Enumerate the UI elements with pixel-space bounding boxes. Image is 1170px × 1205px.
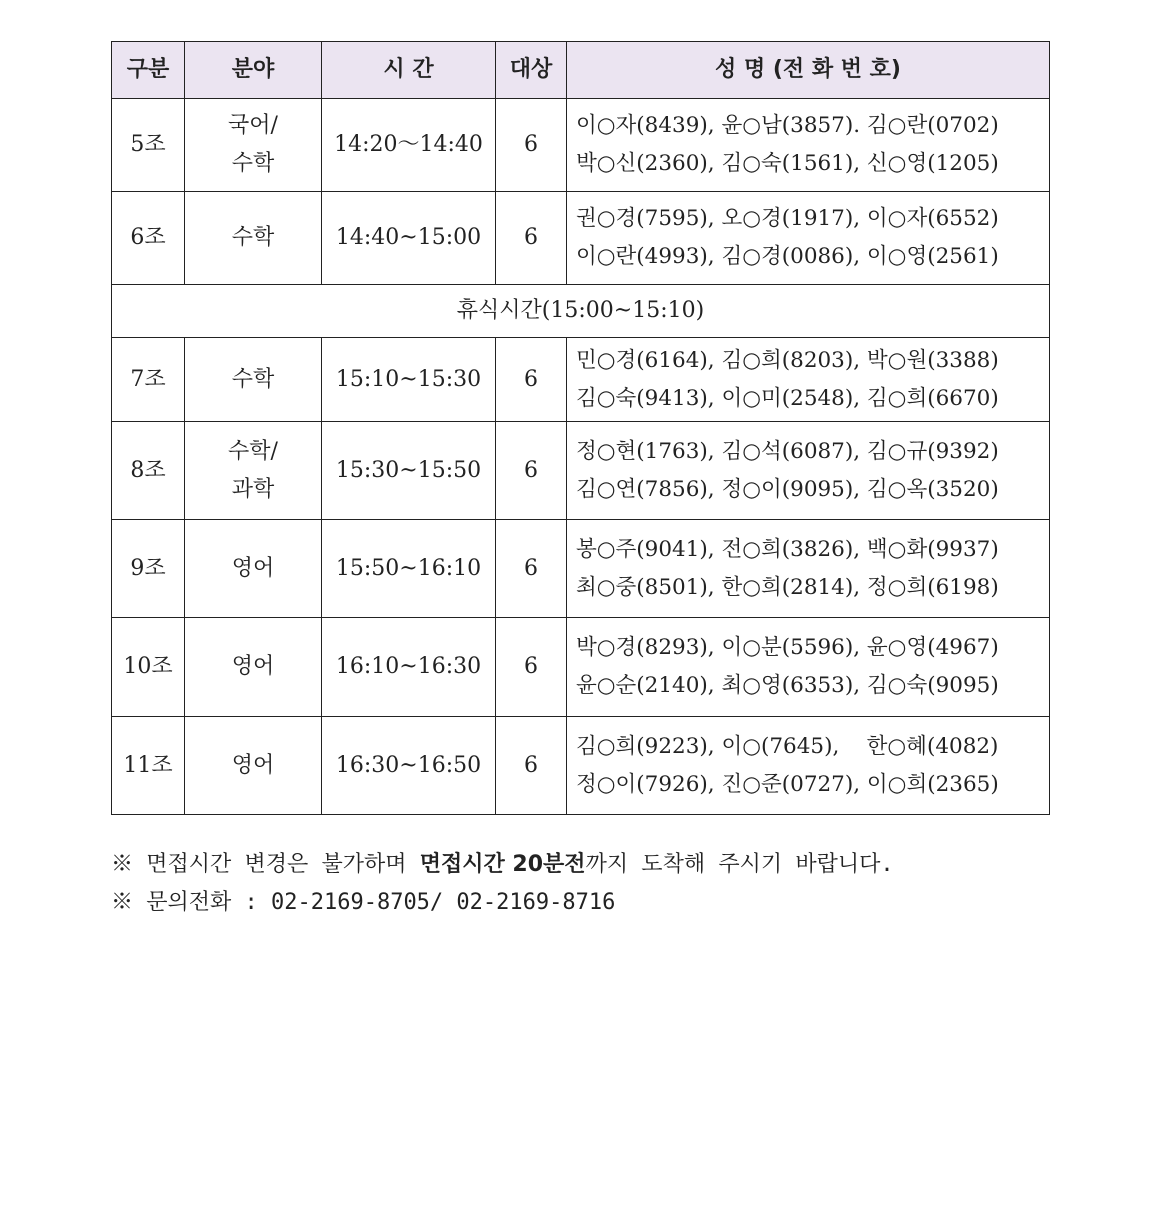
- table-header-row: [112, 42, 1050, 99]
- names-cell: [567, 192, 1050, 285]
- table-row: [112, 520, 1050, 618]
- time-cell: 14:20～14:40: [322, 99, 496, 192]
- field-cell: [185, 338, 322, 422]
- names-line: 김○연(7856), 정○이(9095), 김○옥(3520): [576, 476, 999, 502]
- names-cell: [567, 618, 1050, 717]
- field-line: 과학: [231, 476, 275, 502]
- names-line: 민○경(6164), 김○희(8203), 박○원(3388): [576, 347, 999, 373]
- notes-section: [111, 846, 894, 922]
- names-cell: [567, 338, 1050, 422]
- names-line: 김○숙(9413), 이○미(2548), 김○희(6670): [576, 385, 999, 411]
- group-cell: 9조: [112, 520, 185, 618]
- header-time: 시 간: [322, 42, 496, 99]
- table-row: [112, 99, 1050, 192]
- field-line: 국어/: [228, 113, 278, 138]
- field-line: 수학/: [228, 438, 278, 464]
- field-cell: [185, 422, 322, 520]
- time-cell: 15:50~16:10: [322, 520, 496, 618]
- names-line: 정○현(1763), 김○석(6087), 김○규(9392): [576, 438, 999, 464]
- names-line: 봉○주(9041), 전○희(3826), 백○화(9937): [576, 536, 999, 562]
- table-row: [112, 192, 1050, 285]
- note-arrival: [111, 846, 894, 884]
- names-line: 김○희(9223), 이○(7645), 한○혜(4082): [576, 733, 999, 759]
- field-cell: [185, 99, 322, 192]
- header-count: 대상: [496, 42, 567, 99]
- time-cell: 16:30~16:50: [322, 717, 496, 815]
- field-line: 영어: [231, 555, 275, 581]
- note-arrival-prefix: ※ 면접시간 변경은 불가하며: [111, 852, 420, 877]
- time-cell: 14:40~15:00: [322, 192, 496, 285]
- count-cell: 6: [496, 520, 567, 618]
- interview-schedule-table: [111, 41, 1050, 815]
- names-cell: [567, 422, 1050, 520]
- time-cell: 15:10~15:30: [322, 338, 496, 422]
- names-line: 권○경(7595), 오○경(1917), 이○자(6552): [576, 206, 999, 231]
- count-cell: 6: [496, 99, 567, 192]
- table-row: [112, 422, 1050, 520]
- group-cell: 7조: [112, 338, 185, 422]
- field-line: 수학: [231, 151, 275, 176]
- group-cell: 8조: [112, 422, 185, 520]
- time-cell: 16:10~16:30: [322, 618, 496, 717]
- names-cell: [567, 520, 1050, 618]
- header-field: 분야: [185, 42, 322, 99]
- field-line: 영어: [231, 654, 275, 679]
- count-cell: 6: [496, 192, 567, 285]
- table-row: [112, 717, 1050, 815]
- group-cell: 5조: [112, 99, 185, 192]
- names-line: 박○경(8293), 이○분(5596), 윤○영(4967): [576, 635, 999, 660]
- note-arrival-emphasis: 면접시간 20분전: [419, 852, 586, 877]
- names-cell: [567, 717, 1050, 815]
- names-line: 이○자(8439), 윤○남(3857). 김○란(0702): [576, 113, 999, 138]
- count-cell: 6: [496, 338, 567, 422]
- header-group: 구분: [112, 42, 185, 99]
- group-cell: 11조: [112, 717, 185, 815]
- names-line: 윤○순(2140), 최○영(6353), 김○숙(9095): [576, 673, 999, 698]
- group-cell: 10조: [112, 618, 185, 717]
- field-cell: [185, 618, 322, 717]
- count-cell: 6: [496, 717, 567, 815]
- field-line: 수학: [231, 225, 275, 250]
- names-cell: [567, 99, 1050, 192]
- count-cell: 6: [496, 618, 567, 717]
- count-cell: 6: [496, 422, 567, 520]
- names-line: 정○이(7926), 진○준(0727), 이○희(2365): [576, 771, 999, 797]
- field-cell: [185, 192, 322, 285]
- field-line: 영어: [231, 752, 275, 778]
- field-cell: [185, 717, 322, 815]
- break-time-label: 휴식시간(15:00~15:10): [112, 285, 1050, 338]
- time-cell: 15:30~15:50: [322, 422, 496, 520]
- names-line: 최○중(8501), 한○희(2814), 정○희(6198): [576, 574, 999, 600]
- note-contact-phone: ※ 문의전화 : 02-2169-8705/ 02-2169-8716: [111, 890, 616, 915]
- group-cell: 6조: [112, 192, 185, 285]
- table-row: [112, 338, 1050, 422]
- names-line: 이○란(4993), 김○경(0086), 이○영(2561): [576, 244, 999, 269]
- table-row: [112, 618, 1050, 717]
- break-row: [112, 285, 1050, 338]
- field-line: 수학: [231, 366, 275, 392]
- field-cell: [185, 520, 322, 618]
- header-names: 성 명 (전 화 번 호): [567, 42, 1050, 99]
- note-arrival-suffix: 까지 도착해 주시기 바랍니다.: [585, 852, 894, 877]
- names-line: 박○신(2360), 김○숙(1561), 신○영(1205): [576, 151, 999, 176]
